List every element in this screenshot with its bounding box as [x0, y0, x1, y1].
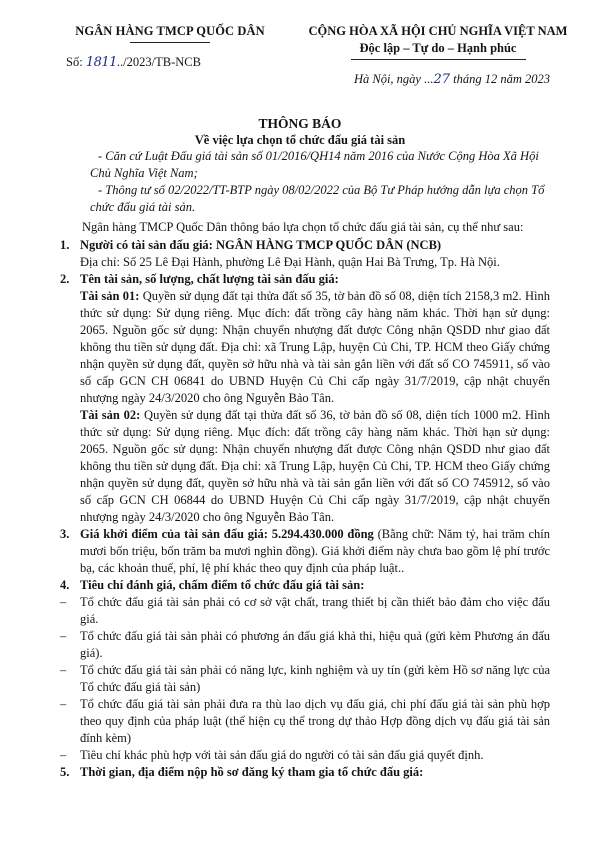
- date-prefix: Hà Nội, ngày ...: [353, 72, 434, 86]
- national-motto: Độc lập – Tự do – Hạnh phúc: [359, 41, 517, 55]
- section-number: 2.: [60, 272, 70, 286]
- section-number: 1.: [60, 238, 70, 252]
- section-heading: Thời gian, địa điểm nộp hồ sơ đăng ký tham gia tổ chức đấu giá:: [80, 765, 424, 779]
- section-heading: Người có tài sản đấu giá: NGÂN HÀNG TMCP QUỐC DÂN (NCB): [80, 238, 442, 252]
- criteria-item: – Tổ chức đấu giá tài sản phải có cơ sở vật chất, trang thiết bị cần thiết bảo đảm cho việc đấu giá.: [60, 595, 550, 626]
- section-2: [60, 271, 550, 526]
- asset-1-paragraph: [80, 288, 550, 407]
- bank-name: NGÂN HÀNG TMCP QUỐC DÂN: [75, 24, 265, 38]
- section-heading: Tiêu chí đánh giá, chấm điểm tổ chức đấu giá tài sản:: [80, 578, 365, 592]
- asset-1-description: Quyền sử dụng đất tại thửa đất số 35, tờ bản đồ số 08, diện tích 2158,3 m2. Hình thức sử dụng: Sử dụng riêng. Mục đích: đất trồng cây hàng năm khác. Thời hạn sử dụng: 2065. Nguồn gốc sử dụng: Nhận chuyển nhượng đất được Công nhận QSDD như giao đất không thu tiền sử dụng đất. Địa chỉ: xã Trung Lập, huyện Củ Chi, TP. HCM theo Giấy chứng nhận quyền sử dụng đất, quyền sở hữu nhà và tài sản gắn liền với đất số CO 745911, số vào số cấp GCN CH 06841 do UBND Huyện Củ Chi cấp ngày 31/7/2019, cập nhật chuyển nhượng ngày 24/3/2020 cho ông Nguyễn Bảo Tân.: [80, 289, 550, 405]
- section-3: [60, 526, 550, 577]
- starting-price-paragraph: [80, 526, 550, 577]
- notice-body: [60, 219, 550, 781]
- asset-2-paragraph: [80, 407, 550, 526]
- legal-basis-item: - Thông tư số 02/2022/TT-BTP ngày 08/02/2022 của Bộ Tư Pháp hướng dẫn lựa chọn Tổ chức đấu giá tài sản.: [90, 183, 545, 214]
- asset-2-description: Quyền sử dụng đất tại thửa đất số 36, tờ bản đồ số 08, diện tích 1000 m2. Hình thức sử dụng: Sử dụng riêng. Mục đích: đất trồng cây hàng năm khác. Thời hạn sử dụng: 2065. Nguồn gốc sử dụng: Nhận chuyển nhượng đất được Công nhận QSDD như giao đất không thu tiền sử dụng đất. Địa chỉ: xã Trung Lập, huyện Củ Chi, TP. HCM theo Giấy chứng nhận quyền sử dụng đất, quyền sở hữu nhà và tài sản gắn liền với đất số CO 745912, số vào số cấp GCN CH 06844 do UBND Huyện Củ Chi cấp ngày 31/7/2019, cập nhật chuyển nhượng ngày 24/3/2020 cho ông Nguyễn Bảo Tân.: [80, 408, 550, 524]
- legal-bases: [90, 148, 550, 216]
- criteria-text: Tiêu chí khác phù hợp với tài sản đấu giá do người có tài sản đấu giá quyết định.: [80, 748, 484, 762]
- section-5: [60, 764, 550, 781]
- doc-number-suffix: ../2023/TB-NCB: [116, 55, 201, 69]
- legal-basis-item: - Căn cứ Luật Đấu giá tài sản số 01/2016/QH14 năm 2016 của Nước Cộng Hòa Xã Hội Chủ Nghĩa Việt Nam;: [90, 149, 539, 180]
- country-name: CỘNG HÒA XÃ HỘI CHỦ NGHĨA VIỆT NAM: [308, 24, 568, 38]
- asset-1-label: Tài sản 01:: [80, 289, 140, 303]
- section-number: 5.: [60, 765, 70, 779]
- section-number: 3.: [60, 527, 70, 541]
- criteria-item: – Tổ chức đấu giá tài sản phải đưa ra thù lao dịch vụ đấu giá, chi phí đấu giá tài sản phù hợp theo quy định của pháp luật (thể hiện cụ thể trong dự thảo Hợp đồng dịch vụ đấu giá tài sản đính kèm): [60, 697, 550, 745]
- criteria-item: – Tiêu chí khác phù hợp với tài sản đấu giá do người có tài sản đấu giá quyết định.: [60, 747, 550, 764]
- document-subtitle: Về việc lựa chọn tổ chức đấu giá tài sản: [194, 133, 406, 147]
- document-date: [288, 72, 588, 87]
- date-suffix: tháng 12 năm 2023: [450, 72, 551, 86]
- owner-address: Địa chỉ: Số 25 Lê Đại Hành, phường Lê Đại Hành, quận Hai Bà Trưng, Tp. Hà Nội.: [80, 255, 500, 269]
- criteria-text: Tổ chức đấu giá tài sản phải có phương án đấu giá khả thi, hiệu quả (gửi kèm Phương án đấu giá).: [80, 629, 550, 660]
- criteria-text: Tổ chức đấu giá tài sản phải có năng lực, kinh nghiệm và uy tín (gửi kèm Hồ sơ năng lực của Tổ chức đấu giá tài sản): [80, 663, 550, 694]
- doc-number-prefix: Số:: [66, 55, 86, 69]
- date-handwritten: 27: [433, 72, 451, 87]
- header-right: [288, 24, 588, 87]
- section-1: [60, 237, 550, 271]
- criteria-text: Tổ chức đấu giá tài sản phải đưa ra thù lao dịch vụ đấu giá, chi phí đấu giá tài sản phù hợp theo quy định của pháp luật (thể hiện cụ thể trong dự thảo Hợp đồng dịch vụ đấu giá tài sản đính kèm): [80, 697, 550, 745]
- starting-price-label: Giá khởi điểm của tài sản đấu giá: 5.294.430.000 đồng: [80, 527, 374, 541]
- criteria-item: – Tổ chức đấu giá tài sản phải có năng lực, kinh nghiệm và uy tín (gửi kèm Hồ sơ năng lực của Tổ chức đấu giá tài sản): [60, 663, 550, 694]
- motto-underline: [351, 59, 526, 60]
- starting-price-text: (Bằng chữ: Năm tỷ, hai trăm chín mươi bốn triệu, bốn trăm ba mươi nghìn đồng). Giá khởi điểm này chưa bao gồm lệ phí trước bạ, các khoản thuế, phí, lệ phí khác theo quy định của pháp luật..: [80, 527, 550, 575]
- document-title: THÔNG BÁO: [258, 116, 342, 131]
- doc-number-handwritten: 1811: [85, 55, 117, 70]
- criteria-item: – Tổ chức đấu giá tài sản phải có phương án đấu giá khả thi, hiệu quả (gửi kèm Phương án đấu giá).: [60, 629, 550, 660]
- asset-2-label: Tài sản 02:: [80, 408, 141, 422]
- section-heading: Tên tài sản, số lượng, chất lượng tài sản đấu giá:: [80, 272, 339, 286]
- criteria-text: Tổ chức đấu giá tài sản phải có cơ sở vật chất, trang thiết bị cần thiết bảo đảm cho việc đấu giá.: [80, 595, 550, 626]
- section-4: [60, 577, 550, 594]
- section-number: 4.: [60, 578, 70, 592]
- bank-name-underline: [130, 42, 210, 43]
- header-left: [60, 24, 280, 70]
- intro-paragraph: Ngân hàng TMCP Quốc Dân thông báo lựa chọn tổ chức đấu giá tài sản, cụ thể như sau:: [82, 220, 524, 234]
- document-number: [60, 55, 280, 70]
